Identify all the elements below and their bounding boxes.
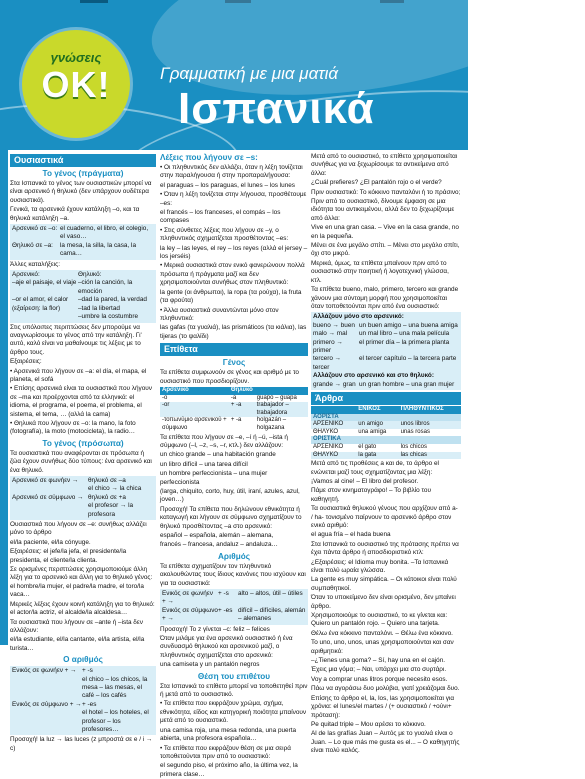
- page-title: Ισπανικά: [178, 84, 375, 133]
- paragraph: Πριν από το ουσιαστικό, δίνουμε έμφαση σε μια ιδιότητα του αντικειμένου, αλλά δεν το ξεχωρίζουμε από άλλα:: [311, 198, 455, 222]
- paragraph: el/la paciente, el/la cónyuge.: [10, 538, 91, 546]
- ending-cell: [12, 313, 78, 321]
- section-heading: Άρθρα: [311, 392, 461, 405]
- paragraph: Τα ουσιαστικά που αναφέρονται σε πρόσωπα ή ζώα έχουν συνήθως δύο τύπους: ένα αρσενικό και ένα θηλυκό.: [10, 449, 152, 474]
- box-value: el profesor → la profesora: [88, 502, 134, 518]
- example-box: [160, 589, 308, 625]
- paragraph: español – española, alemán – alemana,: [160, 531, 274, 539]
- paragraph: el paraguas – los paraguas, el lunes – los lunes: [160, 181, 296, 189]
- table-header: [311, 406, 356, 414]
- box-value: + -es: [218, 606, 233, 614]
- box-value: el cuaderno, el libro, el colegio, el vaso…: [60, 225, 149, 241]
- table-cell: -τοπωνύμιο αρσενικού + σύμφωνο: [162, 417, 227, 431]
- paragraph: • Τα επίθετα που εκφράζουν θέση σε μια σειρά τοποθετούνται πριν από το ουσιαστικό:: [160, 744, 291, 760]
- paragraph: Ουσιαστικά που λήγουν σε –e: συνήθως αλλάζει μόνο το άρθρο: [10, 521, 147, 537]
- paragraph: Στα Ισπανικά το επίθετο μπορεί να τοποθετηθεί πριν ή μετά από το ουσιαστικό.: [160, 682, 308, 699]
- paragraph: Μερικές λέξεις έχουν κοινή κατάληξη για το θηλυκό: el actor/la actriz, el alcalde/la alcaldesa…: [10, 600, 155, 617]
- paragraph: • Αρσενικά που λήγουν σε –a: el día, el mapa, el planeta, el sofá: [10, 367, 147, 383]
- box-value: el chico – los chicos, la mesa – las mesas, el café – los cafés: [82, 675, 148, 700]
- table-cell: ΑΡΣΕΝΙΚΟ: [311, 421, 356, 429]
- table-cell: la gata: [356, 452, 398, 460]
- paragraph: Τα επίθετα bueno, malo, primero, tercero και grande χάνουν μια σύντομη μορφή που χρησιμοποιείται όταν τοποθετούνται πριν από ένα ουσιαστικό:: [311, 286, 459, 310]
- paragraph: Vive en una gran casa. – Vive en la casa grande, no en la pequeña.: [311, 224, 459, 240]
- ending-cell: –aje el paisaje, el viaje: [12, 279, 77, 287]
- table-header: Αρσενικό: [160, 387, 229, 395]
- table-header: ΠΛΗΘΥΝΤΙΚΟΣ: [399, 406, 461, 414]
- box-value: + -s: [218, 590, 229, 597]
- table-cell: [399, 414, 461, 422]
- side-tab: [0, 150, 8, 645]
- paragraph: Τα επίθετα συμφωνούν σε γένος και αριθμό με το ουσιαστικό που προσδιορίζουν.: [160, 369, 299, 385]
- table-header: ΕΝΙΚΟΣ: [356, 406, 398, 414]
- paragraph: Μετά από το ουσιαστικό, το επίθετο χρησιμοποιείται συνήθως για να ξεχωρίσουμε τα αντικείμενα από άλλα:: [311, 153, 458, 177]
- box-label: Ενικός σε σύμφωνο + →: [162, 606, 218, 623]
- ending-cell: (εξαίρεση: la flor): [12, 304, 61, 312]
- logo-text: OK!: [41, 64, 111, 105]
- table-cell: un amigo: [356, 421, 398, 429]
- table-cell: ΘΗΛΥΚΟ: [313, 428, 339, 435]
- paragraph: • Θηλυκά που λήγουν σε –o: la mano, la foto (fotografía), la moto (motocicleta), la radio…: [10, 419, 136, 436]
- table-cell: holgazán – holgazana: [256, 417, 287, 431]
- box-label: Αρσενικό σε –o:: [12, 225, 58, 233]
- table-row: [160, 417, 308, 432]
- table-cell: el gato: [358, 443, 377, 450]
- subsection-heading: Ο αριθμός: [63, 655, 103, 665]
- box-label: [12, 676, 82, 701]
- paragraph: –¿Tienes una goma? – Sí, hay una en el cajón.: [311, 657, 446, 665]
- box-value: el hotel – los hoteles, el profesor – los profesores…: [82, 709, 149, 733]
- box-label: Αρσενικό σε σύμφωνο →: [12, 493, 84, 501]
- table-row: [160, 402, 308, 417]
- subsection-heading: Λέξεις που λήγουν σε –s:: [160, 153, 258, 162]
- paragraph: ¡Vamos al cine! – El libro del profesor.: [311, 477, 419, 485]
- box-value: el chico → la chica: [88, 485, 142, 493]
- paragraph: el/la estudiante, el/la cantante, el/la artista, el/la turista…: [10, 636, 145, 652]
- paragraph: Πάμε στον κινηματογράφο! – Το βιβλίο του καθηγητή.: [311, 487, 431, 503]
- paragraph: Μένει σε ένα μεγάλο σπίτι. – Μένει στο μεγάλο σπίτι, όχι στο μικρό.: [311, 242, 460, 258]
- table-cell: [356, 414, 398, 422]
- paragraph: La gente es muy simpática. – Οι κάτοικοι είναι πολύ συμπαθητικοί.: [311, 576, 457, 592]
- crop-mark: [80, 0, 108, 3]
- paragraph: Προσοχή! Το z γίνεται –c: feliz – felices: [160, 625, 270, 633]
- paragraph: Τα ουσιαστικά που λήγουν σε –ante ή –ista δεν αλλάζουν:: [10, 618, 143, 634]
- paragraph: Μετά από τις προθέσεις a και de, το άρθρο el ενώνεται μαζί τους σχηματίζοντας μια λέξη:: [311, 460, 439, 476]
- paragraph: Προσοχή! la luz → las luces (z μπροστά σε e / i → c): [10, 736, 153, 752]
- box-label: Αλλάζουν στο αρσενικό και στο θηλυκό:: [313, 372, 434, 380]
- paragraph: Επίσης το άρθρο el, la, los, las χρησιμοποιείται για χρόνια: el lunes/el martes / (+ ουσιαστικό / +ούνι+ πρόταση):: [311, 694, 455, 719]
- paragraph: Τα ουσιαστικά θηλυκού γένους που αρχίζουν από a- / ha- τονισμένο παίρνουν το αρσενικό άρθρο στον ενικό αριθμό:: [311, 505, 458, 529]
- table-row: [311, 429, 461, 437]
- box-value: θηλυκό σε +a: [88, 493, 126, 501]
- header-banner: [0, 0, 468, 150]
- paragraph: • Όταν η λέξη τονίζεται στην λήγουσα, προσθέτουμε –es:: [160, 191, 307, 207]
- subsection-heading: Το γένος (πράγματα): [42, 169, 124, 178]
- page-subtitle: Γραμματική με μια ματιά: [160, 64, 339, 83]
- ending-cell: Αρσενικό:: [12, 271, 40, 279]
- paragraph: Το uno, uno, unos, unas χρησιμοποιούνται και σαν αριθμητικό:: [311, 639, 454, 655]
- ending-cell: –ción la canción, la emoción: [78, 279, 133, 295]
- table-cell: -o: [162, 394, 168, 401]
- subsection-heading: Θέση του επιθέτου: [197, 671, 271, 681]
- paragraph: Χρησιμοποιούμε το ουσιαστικό, το κε γίνεται και: Quiero un pantalón rojo. – Quiero una tarjeta.: [311, 612, 448, 628]
- paragraph: Άλλες καταλήξεις:: [10, 260, 61, 268]
- table-header: [255, 387, 308, 395]
- box-label: Αρσενικό σε φωνήεν →: [12, 477, 79, 484]
- box-label: Ενικός σε φωνήεν + →: [162, 590, 213, 606]
- box-value: + -es: [82, 700, 97, 708]
- box-label: Αλλάζουν μόνο στο αρσενικό:: [313, 313, 404, 321]
- table-row: [311, 436, 461, 444]
- box-label: [12, 485, 88, 493]
- paragraph: Πριν ουσιαστικό: Το κόκκινο πανταλόνι ή το πράσινο;: [311, 188, 461, 196]
- box-value: la mesa, la silla, la casa, la cama…: [60, 241, 137, 258]
- paragraph: Στα Ισπανικά το ουσιαστικό της πρότασης πρέπει να έχει πάντα άρθρο ή αποσδιοριστικό κτλ:: [311, 540, 459, 557]
- paragraph: Προσοχή! Τα επίθετα που δηλώνουν εθνικότητα ή καταγωγή και λήγουν σε σύμφωνο σχηματίζουν το θηλυκό προσθέτοντας –a στο αρσενικό:: [160, 505, 302, 530]
- paragraph: una camiseta y un pantalón negros: [160, 661, 260, 669]
- box-value: + -s: [82, 667, 93, 675]
- box-value: un mal libro – una mala película: [359, 330, 450, 338]
- box-label: Ενικός σε σύμφωνο + →: [12, 700, 82, 708]
- paragraph: • Επίσης αρσενικά είναι τα ουσιαστικά που λήγουν σε –ma και προέρχονται από τα ελληνικά: el idioma, el programa, el poema, el problema, el sistema, el tema, … (αλλά la cama): [10, 385, 152, 418]
- paragraph: Σε ορισμένες περιπτώσεις χρησιμοποιούμε άλλη λέξη για το αρσενικό και άλλη για το θηλυκό γένος: el hombre/la mujer, el padre/la madre, el toro/la vaca…: [10, 566, 153, 599]
- subsection-heading: Γένος: [222, 358, 246, 368]
- table-row: [311, 414, 461, 422]
- paragraph: Voy a comprar unas litros porque necesito esos.: [311, 675, 448, 683]
- ending-cell: –umbre la costumbre: [78, 313, 139, 321]
- ending-table: [10, 270, 156, 322]
- box-label: [12, 502, 88, 519]
- ending-cell: –or el amor, el calor: [12, 296, 69, 304]
- box-value: alto – altos, útil – útiles: [238, 590, 303, 597]
- box-label: grande → gran: [313, 380, 356, 388]
- example-box: [311, 312, 461, 390]
- box-value: difícil – difíciles, alemán – alemanes: [238, 606, 306, 623]
- paragraph: Θέλω ένα κόκκινο πανταλόνι. – Θέλω ένα κόκκινο.: [311, 629, 453, 637]
- paragraph: Στις υπόλοιπες περιπτώσεις δεν μπορούμε να αναγνωρίσουμε το γένος από την κατάληξη. Γι' αυτό, καλό είναι να μαθαίνουμε τις λέξεις με το άρθρο τους.: [10, 323, 142, 356]
- table-cell: + -a: [230, 417, 242, 424]
- paragraph: Στα Ισπανικά το γένος των ουσιαστικών μπορεί να είναι αρσενικό ή θηλυκό (δεν υπάρχουν ουδέτερα ουσιαστικά).: [10, 180, 152, 204]
- table-cell: -a: [230, 394, 237, 401]
- box-label: malo → mal: [313, 330, 348, 338]
- table-cell: las chicas: [399, 452, 461, 460]
- column-2: [160, 152, 308, 778]
- paragraph: (larga, chiquito, corto, huy, útil, iraní, azules, azul, joven…): [160, 487, 300, 504]
- paragraph: ¿Cuál prefieres? ¿El pantalón rojo o el verde?: [311, 179, 442, 187]
- paragraph: • Οι πληθυντικός δεν αλλάζει, όταν η λέξη τονίζεται στην παραλήγουσα ή στην προπαραλήγουσα:: [160, 164, 303, 180]
- paragraph: francés – francesa, andaluz – andaluza…: [160, 541, 278, 549]
- table-row: [160, 395, 308, 403]
- logo-tagline: γνώσεις: [50, 50, 102, 65]
- table-cell: los chicos: [400, 443, 427, 450]
- box-label: tercero → tercer: [313, 355, 342, 371]
- table-header: Θηλυκό: [230, 386, 253, 393]
- column-1: [10, 152, 156, 752]
- example-box: [10, 666, 156, 735]
- paragraph: las gafas (τα γυαλιά), las prismáticos (τα κιάλια), las tijeras (το ψαλίδι): [160, 324, 307, 340]
- box-label: [12, 709, 82, 734]
- box-value: el tercer capítulo – la tercera parte: [359, 355, 457, 363]
- table-cell: guapo – guapa: [256, 394, 297, 401]
- paragraph: una camisa roja, una mesa redonda, una puerta abierta, una profesora española…: [160, 726, 297, 743]
- paragraph: Πάω να αγοράσω δυο μολύβια, γιατί χρειάζομαι δυο.: [311, 685, 460, 693]
- box-label: Θηλυκό σε –a:: [12, 241, 53, 249]
- paragraph: Μερικά, όμως, τα επίθετα μπαίνουν πριν από το ουσιαστικό στην ποιητική ή λογοτεχνική γλώσσα, κτλ.: [311, 259, 449, 284]
- paragraph: Pe quitad triple – Μου αρέσει το κόκκινο.: [311, 720, 426, 728]
- paragraph: Τα επίθετα που λήγουν σε –e, –í ή –ú, –ista ή σύμφωνο (–l, –z, –s, –r, κτλ.) δεν αλλάζουν:: [160, 433, 288, 449]
- paragraph: la gente (οι άνθρωποι), la ropa (τα ρούχα), la fruta (τα φρούτα): [160, 288, 302, 305]
- paragraph: Al de las grafías Juan – Αυτός με το γυαλιά είναι ο Juan. – Lo que más me gusta es el... – Ο καθηγητής είναι πολύ καλός.: [311, 730, 460, 755]
- example-box: [10, 224, 156, 260]
- paragraph: Όταν μιλάμε για ένα αρσενικό ουσιαστικό ή ένα συνδυασμό θηλυκού και αρσενικού μαζί, ο πληθυντικός σχηματίζεται στο αρσενικό:: [160, 635, 293, 659]
- paragraph: Εξαιρέσεις:: [10, 358, 42, 366]
- box-label: primero → primer: [313, 338, 343, 354]
- paragraph: un libro difícil – una tarea difícil: [160, 460, 248, 468]
- table-cell: una amiga: [358, 428, 387, 435]
- table-cell: + -a: [229, 402, 255, 417]
- paragraph: Έχεις μια γόμα; – Ναι, υπάρχει μια στο συρτάρι.: [311, 666, 447, 674]
- adjective-gender-table: [160, 387, 308, 433]
- paragraph: Όταν το υποκείμενο δεν είναι ορισμένο, δεν μπαίνει άρθρο.: [311, 594, 456, 610]
- brand-logo: [22, 30, 130, 138]
- table-row: [311, 421, 461, 429]
- table-cell: -or: [160, 402, 229, 417]
- ending-cell: –tad la libertad: [78, 304, 120, 312]
- table-cell: ΟΡΙΣΤΙΚΑ: [311, 436, 356, 444]
- box-label: Ενικός σε φωνήεν + →: [12, 667, 77, 675]
- box-label: bueno → buen: [313, 321, 355, 329]
- paragraph: • Τα επίθετα που εκφράζουν χρώμα, σχήμα, εθνικότητα, είδος και κατηγορική ποιότητα μπαίνουν μετά από το ουσιαστικό.: [160, 700, 307, 725]
- paragraph: • Άλλα ουσιαστικά συναντώνται μόνο στον πληθυντικό:: [160, 306, 279, 322]
- box-value: un buen amigo – una buena amiga: [359, 321, 458, 329]
- paragraph: ¿Εξαιρέσεις: el Idioma muy bonita. –Τα Ισπανικά είναι πολύ ωραία γλώσσα.: [311, 558, 449, 574]
- table-row: [311, 452, 461, 460]
- paragraph: un hombre perfeccionista – una mujer perfeccionista: [160, 470, 268, 486]
- table-cell: unos libros: [399, 421, 461, 429]
- box-value: θηλυκό σε –a: [88, 477, 126, 484]
- articles-table: [311, 406, 461, 459]
- paragraph: Εξαιρέσεις: el jefe/la jefa, el presidente/la presidenta, el cliente/la clienta.: [10, 548, 127, 564]
- table-cell: ΑΡΣΕΝΙΚΟ: [313, 443, 344, 450]
- table-row: [311, 444, 461, 452]
- section-heading: Ουσιαστικά: [10, 154, 156, 167]
- subsection-heading: Αριθμός: [218, 551, 250, 561]
- paragraph: • Μερικά ουσιαστικά στον ενικό φανερώνουν πολλά πρόσωπα ή πράγματα μαζί και δεν χρησιμοποιούνται συνήθως στον πληθυντικό:: [160, 262, 305, 287]
- box-value: un gran hombre – una gran mujer: [359, 380, 455, 388]
- subsection-heading: Το γένος (πρόσωπα): [42, 438, 124, 448]
- table-cell: unas rosas: [400, 428, 430, 435]
- ending-cell: –dad la pared, la verdad: [78, 296, 147, 304]
- column-3: [311, 152, 461, 755]
- table-cell: trabajador – trabajadora: [255, 402, 308, 417]
- paragraph: • Στις σύνθετες λέξεις που λήγουν σε –y, ο πληθυντικός σχηματίζεται προσθέτοντας –es:: [160, 226, 289, 243]
- ending-cell: Θηλυκό:: [78, 271, 102, 279]
- paragraph: el segundo piso, el próximo año, la última vez, la primera clase…: [160, 762, 298, 778]
- paragraph: la ley – las leyes, el rey – los reyes (αλλά el jersey – los jerséis): [160, 244, 308, 261]
- table-cell: ΑΟΡΙΣΤΑ: [311, 414, 356, 422]
- paragraph: el agua fría – el hada buena: [311, 531, 391, 539]
- example-box: [10, 476, 156, 520]
- table-cell: ΘΗΛΥΚΟ: [311, 452, 356, 460]
- paragraph: Τα επίθετα σχηματίζουν τον πληθυντικό ακολουθώντας τους ίδιους κανόνες που ισχύουν και για τα ουσιαστικά:: [160, 562, 306, 587]
- paragraph: Γενικά, τα αρσενικά έχουν κατάληξη –o, και τα θηλυκά κατάληξη –a.: [10, 206, 140, 222]
- table-cell: [356, 436, 398, 444]
- section-heading: Επίθετα: [160, 343, 308, 356]
- table-cell: [399, 436, 461, 444]
- paragraph: el francés – los franceses, el compás – los compases: [160, 209, 281, 225]
- box-value: el primer día – la primera planta: [359, 338, 450, 346]
- paragraph: un chico grande – una habitación grande: [160, 451, 276, 459]
